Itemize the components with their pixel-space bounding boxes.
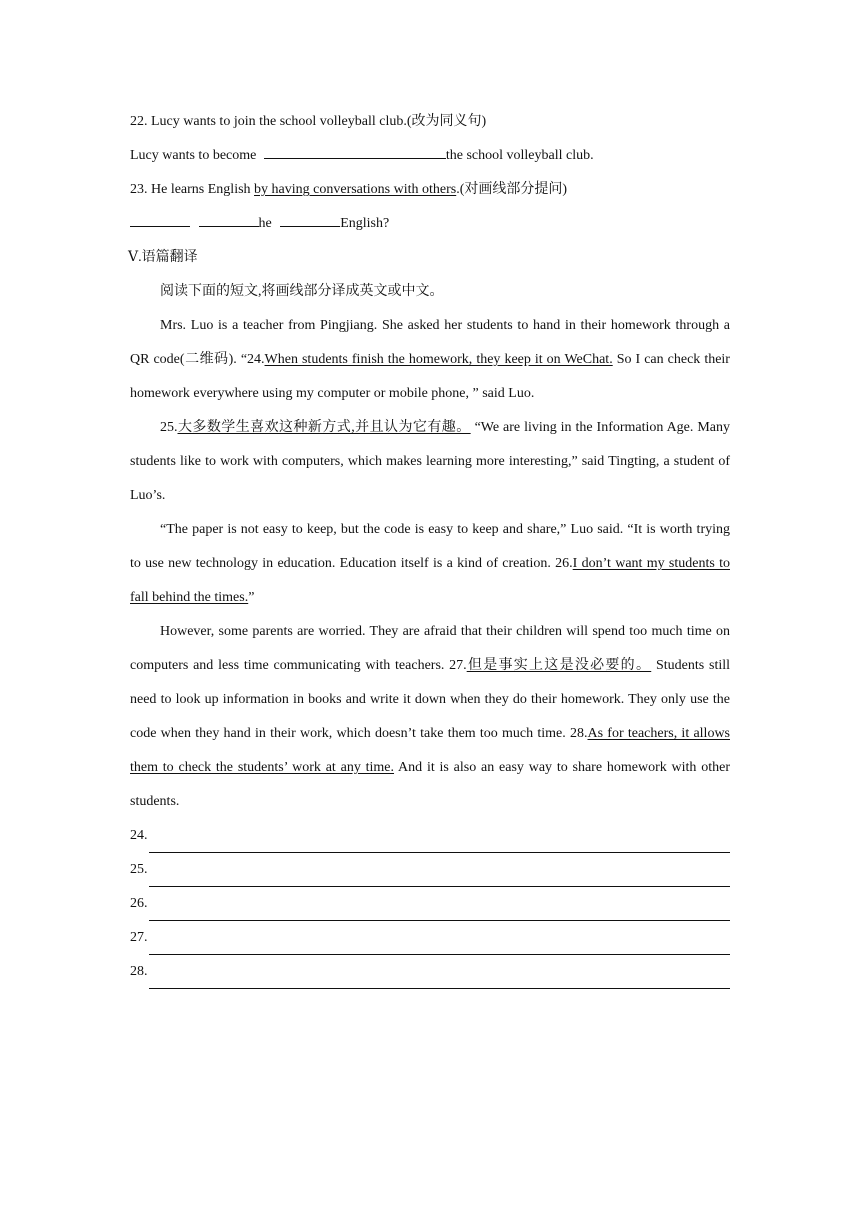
paragraph-text: 25.: [160, 420, 178, 435]
passage-paragraph-2: [130, 411, 730, 513]
answer-rule[interactable]: [149, 864, 731, 887]
underlined-sentence-28: As for teachers, it allows them to check the students’ work at any time.: [130, 726, 730, 775]
section-title: Ⅴ.语篇翻译: [128, 250, 198, 265]
answer-line-25[interactable]: [130, 853, 730, 887]
answer-number: 26.: [130, 896, 148, 911]
answer-blank[interactable]: [264, 143, 446, 159]
answer-blank[interactable]: [280, 211, 340, 227]
question-23-underlined-part: by having conversations with others: [254, 182, 457, 197]
paragraph-text: Students still need to look up information in books and write it down when they do their homework. They only use the code when they hand in their work, which doesn’t take them too much time. 28.: [130, 658, 731, 741]
answer-line-27[interactable]: [130, 921, 730, 955]
question-23-prompt-end: .(对画线部分提问): [456, 182, 568, 197]
question-22-line: [130, 139, 730, 173]
passage-paragraph-3: [130, 513, 730, 615]
paragraph-text: Mrs. Luo is a teacher from Pingjiang. She asked her students to hand in their homework through a QR code(二维码). “24.: [130, 318, 730, 367]
paragraph-text: “The paper is not easy to keep, but the code is easy to keep and share,” Luo said. “It is worth trying to use new technology in education. Education itself is a kind of creation. 26.: [130, 522, 730, 571]
question-23-line: [130, 207, 730, 241]
question-22-line-start: Lucy wants to become: [130, 148, 260, 163]
passage-paragraph-4: [130, 615, 730, 819]
question-22-prompt: 22. Lucy wants to join the school volleyball club.(改为同义句): [130, 114, 487, 129]
passage-paragraph-1: [130, 309, 730, 411]
section-instruction: 阅读下面的短文,将画线部分译成英文或中文。: [160, 284, 444, 299]
answer-number: 28.: [130, 964, 148, 979]
answer-rule[interactable]: [149, 932, 731, 955]
answer-number: 27.: [130, 930, 148, 945]
question-22-line-end: the school volleyball club.: [445, 148, 594, 163]
paragraph-text: So I can check their homework everywhere using my computer or mobile phone, ” said Luo.: [130, 352, 730, 401]
answer-line-28[interactable]: [130, 955, 730, 989]
paragraph-text: However, some parents are worried. They are afraid that their children will spend too much time on computers and less time communicating with teachers. 27.: [130, 624, 730, 673]
answer-number: 24.: [130, 828, 148, 843]
question-23-word-he: he: [258, 216, 272, 231]
underlined-sentence-25: 大多数学生喜欢这种新方式,并且认为它有趣。: [177, 420, 471, 435]
paragraph-text: And it is also an easy way to share homework with other students.: [130, 760, 730, 809]
underlined-sentence-26: I don’t want my students to fall behind the times.: [130, 556, 730, 605]
answer-line-24[interactable]: [130, 819, 730, 853]
worksheet: [130, 105, 730, 989]
answer-rule[interactable]: [149, 966, 731, 989]
underlined-sentence-24: When students finish the homework, they keep it on WeChat.: [264, 352, 613, 367]
paragraph-text: ”: [248, 590, 255, 605]
answer-blank[interactable]: [130, 211, 190, 227]
paragraph-text: “We are living in the Information Age. Many students like to work with computers, which makes learning more interesting,” said Tingting, a student of Luo’s.: [130, 420, 731, 503]
answer-rule[interactable]: [149, 830, 731, 853]
answer-number: 25.: [130, 862, 148, 877]
answer-rule[interactable]: [149, 898, 731, 921]
question-23-prompt: [130, 173, 730, 207]
underlined-sentence-27: 但是事实上这是没必要的。: [466, 658, 652, 673]
answer-blank[interactable]: [199, 211, 259, 227]
question-23-word-english: English?: [340, 216, 390, 231]
answer-line-26[interactable]: [130, 887, 730, 921]
question-23-prompt-start: 23. He learns English: [130, 182, 255, 197]
